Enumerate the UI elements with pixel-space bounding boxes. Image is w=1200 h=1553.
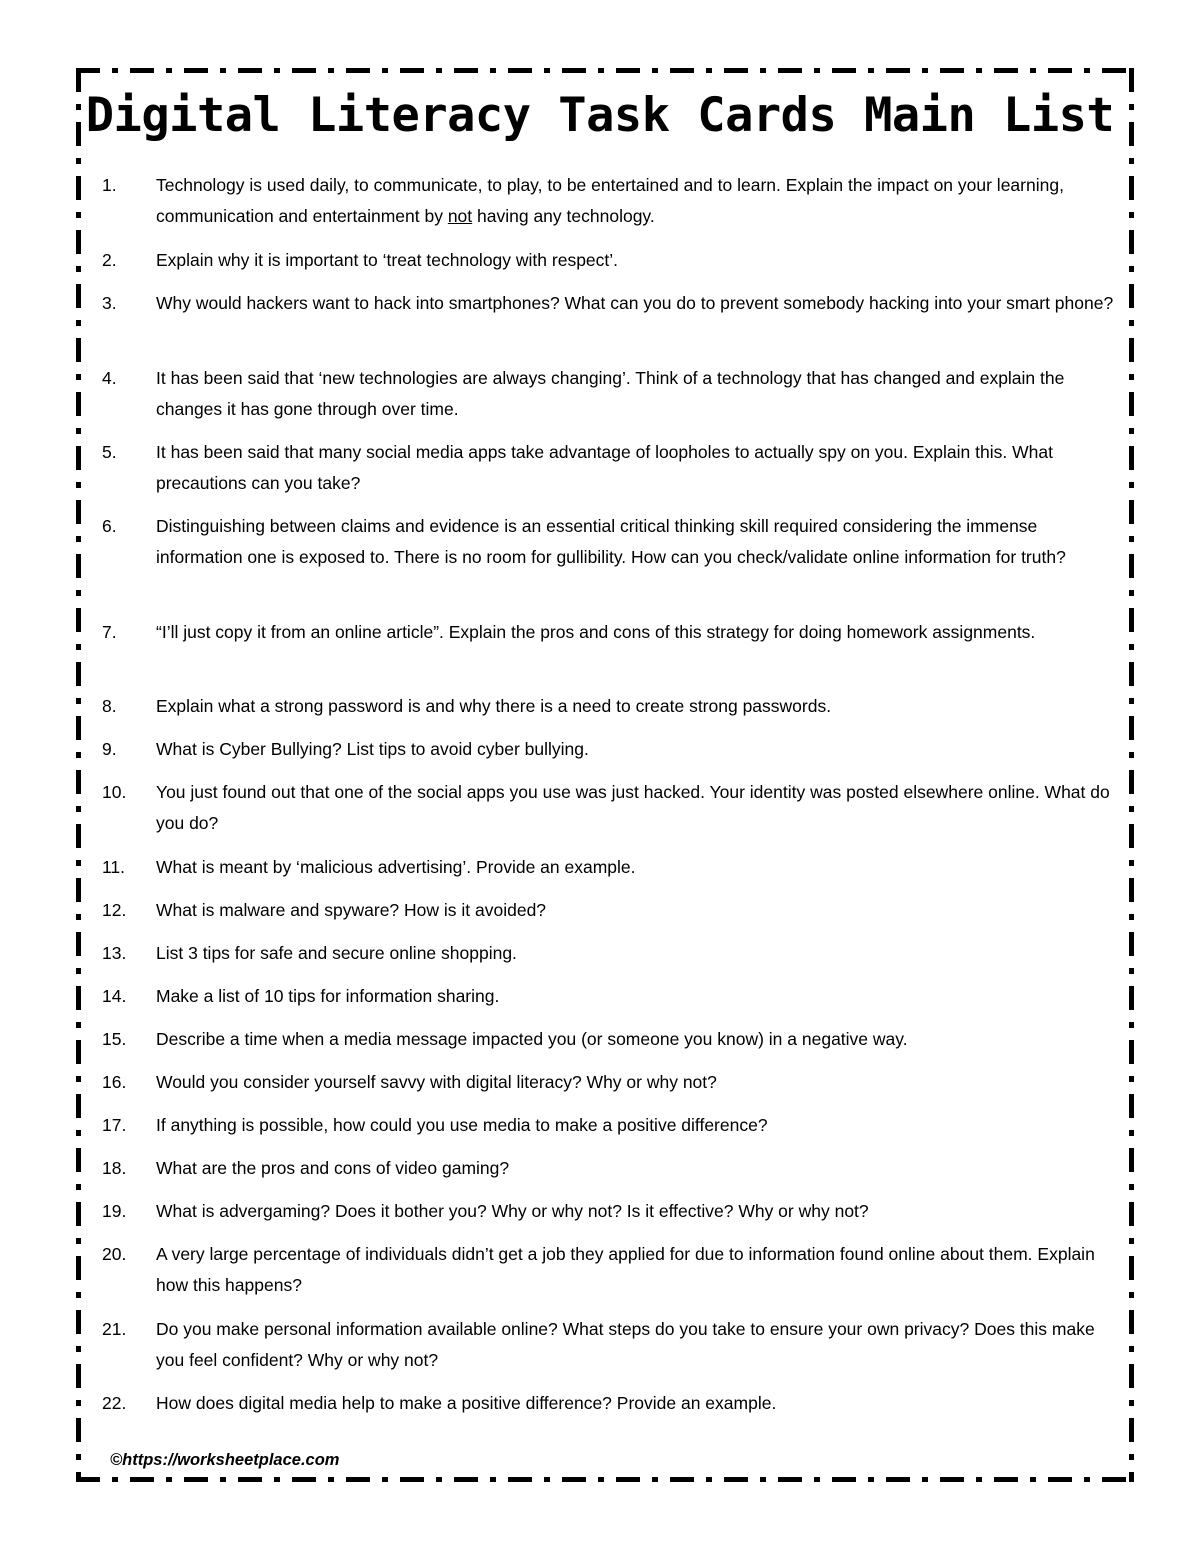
item-text: “I’ll just copy it from an online article”. Explain the pros and cons of this strategy for doing homework assignments. bbox=[156, 622, 1036, 642]
copyright-footer: ©https://worksheetplace.com bbox=[110, 1451, 340, 1469]
item-text: What is Cyber Bullying? List tips to avoid cyber bullying. bbox=[156, 739, 589, 759]
item-number: 14. bbox=[102, 986, 127, 1006]
item-text: Would you consider yourself savvy with digital literacy? Why or why not? bbox=[156, 1072, 717, 1092]
item-number: 3. bbox=[102, 293, 117, 313]
item-number: 2. bbox=[102, 250, 117, 270]
item-text: It has been said that many social media apps take advantage of loopholes to actually spy on you. Explain this. What precautions can you take? bbox=[156, 442, 1053, 493]
item-text: Describe a time when a media message impacted you (or someone you know) in a negative way. bbox=[156, 1029, 908, 1049]
item-number: 9. bbox=[102, 739, 117, 759]
item-number: 12. bbox=[102, 900, 127, 920]
item-number: 13. bbox=[102, 943, 127, 963]
item-text: It has been said that ‘new technologies are always changing’. Think of a technology that has changed and explain the changes it has gone through over time. bbox=[156, 368, 1065, 419]
item-text: Distinguishing between claims and evidence is an essential critical thinking skill required considering the immense information one is exposed to. There is no room for gullibility. How can you check/validate online information for truth? bbox=[156, 516, 1066, 567]
item-number: 8. bbox=[102, 696, 117, 716]
item-number: 20. bbox=[102, 1244, 127, 1264]
item-number: 16. bbox=[102, 1072, 127, 1092]
item-text: What is advergaming? Does it bother you? Why or why not? Is it effective? Why or why not? bbox=[156, 1201, 869, 1221]
item-number: 6. bbox=[102, 516, 117, 536]
item-text: List 3 tips for safe and secure online shopping. bbox=[156, 943, 517, 963]
item-text: If anything is possible, how could you use media to make a positive difference? bbox=[156, 1115, 768, 1135]
item-number: 22. bbox=[102, 1393, 127, 1413]
item-text: How does digital media help to make a positive difference? Provide an example. bbox=[156, 1393, 777, 1413]
item-text: Explain why it is important to ‘treat technology with respect’. bbox=[156, 250, 619, 270]
item-text: What is malware and spyware? How is it avoided? bbox=[156, 900, 547, 920]
item-number: 19. bbox=[102, 1201, 127, 1221]
item-number: 10. bbox=[102, 782, 127, 802]
item-number: 5. bbox=[102, 442, 117, 462]
item-number: 11. bbox=[102, 857, 126, 877]
item-number: 4. bbox=[102, 368, 117, 388]
item-text: Explain what a strong password is and why there is a need to create strong passwords. bbox=[156, 696, 832, 716]
item-number: 15. bbox=[102, 1029, 127, 1049]
item-text: A very large percentage of individuals didn’t get a job they applied for due to information found online about them. Explain how this happens? bbox=[156, 1244, 1095, 1295]
item-number: 7. bbox=[102, 622, 117, 642]
item-number: 1. bbox=[102, 175, 117, 195]
item-text: Do you make personal information available online? What steps do you take to ensure your own privacy? Does this make you feel confident? Why or why not? bbox=[156, 1319, 1095, 1370]
item-text: Make a list of 10 tips for information sharing. bbox=[156, 986, 500, 1006]
item-number: 21. bbox=[102, 1319, 127, 1339]
item-text: What are the pros and cons of video gaming? bbox=[156, 1158, 510, 1178]
item-text: Why would hackers want to hack into smartphones? What can you do to prevent somebody hacking into your smart phone? bbox=[156, 293, 1114, 313]
item-number: 18. bbox=[102, 1158, 127, 1178]
page-title: Digital Literacy Task Cards Main List bbox=[85, 88, 1115, 143]
item-text: You just found out that one of the social apps you use was just hacked. Your identity was posted elsewhere online. What do you do? bbox=[156, 782, 1110, 833]
item-number: 17. bbox=[102, 1115, 127, 1135]
item-text: Technology is used daily, to communicate, to play, to be entertained and to learn. Explain the impact on your learning, communication and entertainment by not having any technology. bbox=[156, 175, 1064, 226]
item-text: What is meant by ‘malicious advertising’. Provide an example. bbox=[156, 857, 636, 877]
underlined-word: not bbox=[447, 206, 473, 226]
